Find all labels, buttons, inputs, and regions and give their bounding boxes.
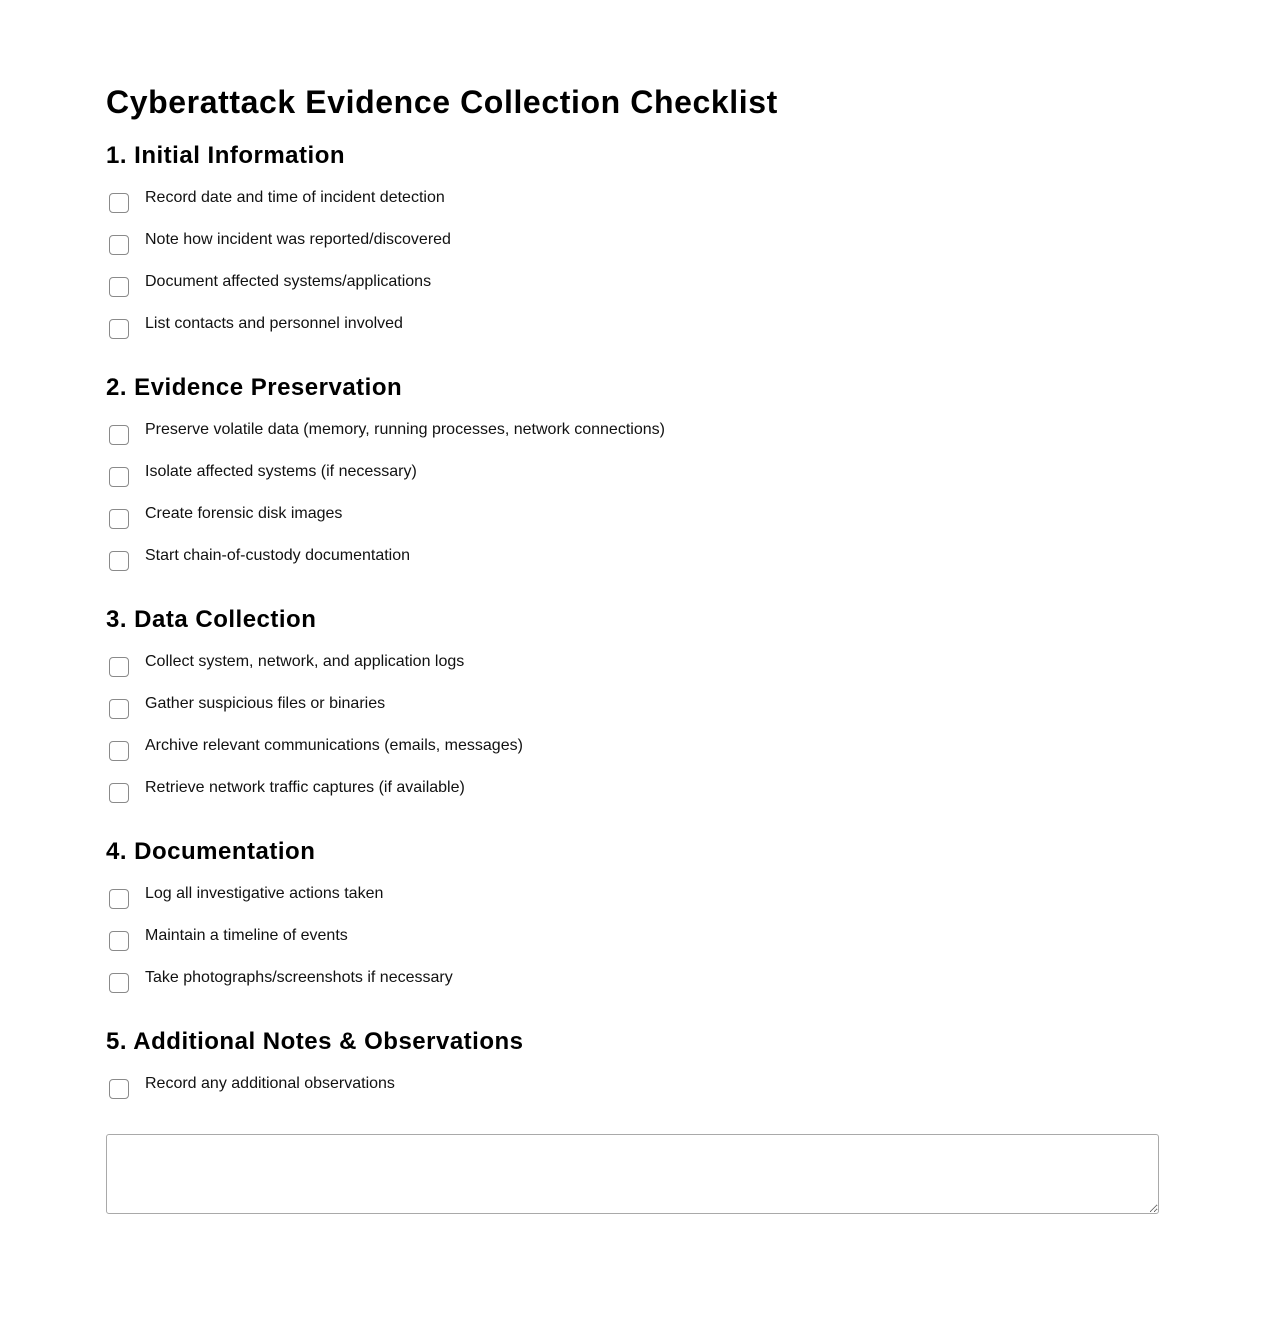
checklist-item-label[interactable]: Take photographs/screenshots if necessary xyxy=(145,969,453,986)
checkbox[interactable] xyxy=(109,467,129,487)
checklist-item-label[interactable]: Isolate affected systems (if necessary) xyxy=(145,463,417,480)
checklist-item-label[interactable]: Retrieve network traffic captures (if available) xyxy=(145,779,465,796)
checkbox[interactable] xyxy=(109,931,129,951)
checklist-item xyxy=(106,926,1159,968)
checklist-item xyxy=(106,968,1159,1010)
checklist-item-label[interactable]: Preserve volatile data (memory, running processes, network connections) xyxy=(145,421,665,438)
section-heading: 2. Evidence Preservation xyxy=(106,374,403,401)
checkbox[interactable] xyxy=(109,509,129,529)
checkbox[interactable] xyxy=(109,699,129,719)
section-2 xyxy=(106,373,1159,588)
checklist-item-label[interactable]: Create forensic disk images xyxy=(145,505,343,522)
page-title: Cyberattack Evidence Collection Checklist xyxy=(106,84,778,120)
checklist-item-label[interactable]: Document affected systems/applications xyxy=(145,273,432,290)
checklist-item-label[interactable]: Maintain a timeline of events xyxy=(145,927,348,944)
checklist-item xyxy=(106,504,1159,546)
checklist-item-label[interactable]: Record any additional observations xyxy=(145,1075,395,1092)
checklist-item xyxy=(106,546,1159,588)
checklist-item-label[interactable]: Record date and time of incident detection xyxy=(145,189,445,206)
checklist-item xyxy=(106,1074,1159,1116)
checklist-item xyxy=(106,736,1159,778)
checklist-item xyxy=(106,188,1159,230)
checklist-item-label[interactable]: Start chain-of-custody documentation xyxy=(145,547,411,564)
checklist-item-label[interactable]: Log all investigative actions taken xyxy=(145,885,384,902)
checklist-item xyxy=(106,230,1159,272)
section-heading: 4. Documentation xyxy=(106,838,316,865)
section-heading: 3. Data Collection xyxy=(106,606,317,633)
checklist-item xyxy=(106,420,1159,462)
checklist-item xyxy=(106,652,1159,694)
checklist-item-label[interactable]: Note how incident was reported/discovered xyxy=(145,231,451,248)
checkbox[interactable] xyxy=(109,425,129,445)
checklist-item xyxy=(106,778,1159,820)
checklist-item-label[interactable]: Collect system, network, and application logs xyxy=(145,653,465,670)
checkbox[interactable] xyxy=(109,1079,129,1099)
section-heading: 5. Additional Notes & Observations xyxy=(106,1028,524,1055)
checkbox[interactable] xyxy=(109,741,129,761)
checklist-item-label[interactable]: List contacts and personnel involved xyxy=(145,315,403,332)
checklist xyxy=(106,652,1159,820)
checklist-item xyxy=(106,314,1159,356)
checkbox[interactable] xyxy=(109,889,129,909)
checkbox[interactable] xyxy=(109,235,129,255)
checklist xyxy=(106,420,1159,588)
checkbox[interactable] xyxy=(109,551,129,571)
section-3 xyxy=(106,605,1159,820)
checklist xyxy=(106,1074,1159,1116)
checkbox[interactable] xyxy=(109,319,129,339)
checklist-item xyxy=(106,694,1159,736)
checkbox[interactable] xyxy=(109,193,129,213)
section-heading: 1. Initial Information xyxy=(106,142,346,169)
section-4 xyxy=(106,837,1159,1010)
checkbox[interactable] xyxy=(109,783,129,803)
checkbox[interactable] xyxy=(109,277,129,297)
checklist xyxy=(106,188,1159,356)
section-5 xyxy=(106,1027,1159,1116)
checklist-item-label[interactable]: Gather suspicious files or binaries xyxy=(145,695,386,712)
checklist-item xyxy=(106,272,1159,314)
checklist xyxy=(106,884,1159,1010)
checkbox[interactable] xyxy=(109,657,129,677)
additional-notes-textarea[interactable] xyxy=(106,1134,1159,1214)
checklist-item xyxy=(106,462,1159,504)
checkbox[interactable] xyxy=(109,973,129,993)
checklist-page xyxy=(106,0,1159,1214)
checklist-item xyxy=(106,884,1159,926)
section-1 xyxy=(106,141,1159,356)
checklist-item-label[interactable]: Archive relevant communications (emails, messages) xyxy=(145,737,523,754)
